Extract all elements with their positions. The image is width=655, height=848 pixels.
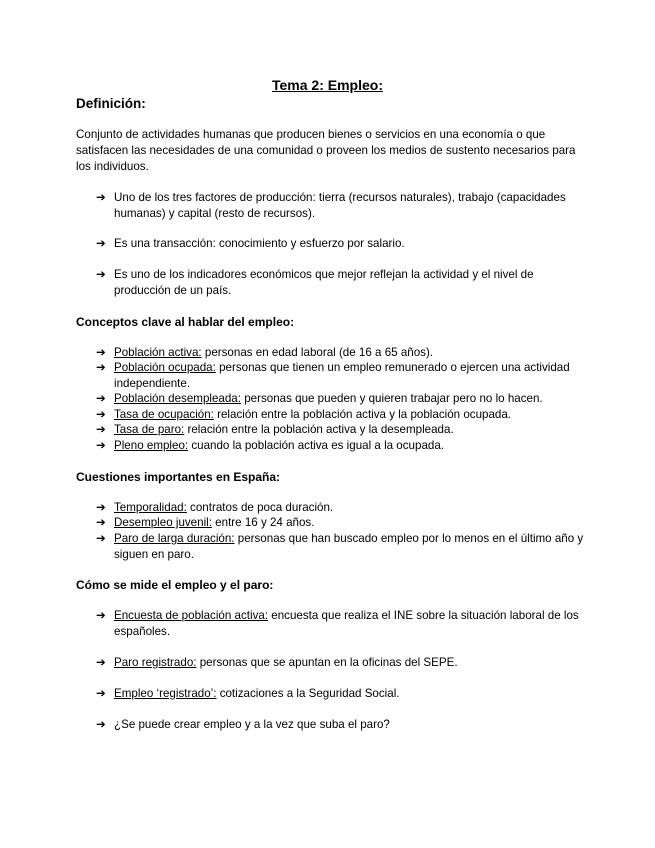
list-item: ➔ Empleo ‘registrado’: cotizaciones a la Seguridad Social. (96, 687, 400, 700)
arrow-icon: ➔ (96, 687, 106, 700)
definicion-paragraph: Conjunto de actividades humanas que producen bienes o servicios en una economía o que satisfacen las necesidades de una comunidad o proveen los medios de sustento necesarios para los individuos. (76, 128, 576, 173)
list-item: ➔ Población desempleada: personas que pueden y quieren trabajar pero no lo hacen. (96, 392, 543, 405)
list-item: ➔ Es una transacción: conocimiento y esfuerzo por salario. (96, 237, 405, 250)
list-item: ➔ Tasa de paro: relación entre la población activa y la desempleada. (96, 423, 454, 436)
term: Paro registrado: (114, 656, 197, 669)
term: Población activa: (114, 346, 202, 359)
term: Tasa de paro: (114, 423, 185, 436)
list-item: ➔ Es uno de los indicadores económicos que mejor reflejan la actividad y el nivel de producción de un país. (96, 268, 534, 297)
arrow-icon: ➔ (96, 501, 106, 514)
term: Paro de larga duración: (114, 532, 235, 545)
term: Pleno empleo: (114, 439, 189, 452)
arrow-icon: ➔ (96, 408, 106, 421)
list-item: ➔ Desempleo juvenil: entre 16 y 24 años. (96, 516, 315, 529)
arrow-icon: ➔ (96, 361, 106, 374)
arrow-icon: ➔ (96, 191, 106, 204)
arrow-icon: ➔ (96, 516, 106, 529)
definicion-heading: Definición: (76, 96, 146, 111)
arrow-icon: ➔ (96, 423, 106, 436)
cuestiones-heading: Cuestiones importantes en España: (76, 470, 281, 484)
list-item: ➔ Temporalidad: contratos de poca duración. (96, 501, 334, 514)
term: Población desempleada: (114, 392, 241, 405)
page-title: Tema 2: Empleo: (272, 77, 383, 93)
arrow-icon: ➔ (96, 392, 106, 405)
term: Empleo ‘registrado’: (114, 687, 217, 700)
arrow-icon: ➔ (96, 268, 106, 281)
conceptos-heading: Conceptos clave al hablar del empleo: (76, 315, 295, 329)
list-item (96, 717, 586, 733)
list-item: ➔ Tasa de ocupación: relación entre la población activa y la población ocupada. (96, 408, 512, 421)
arrow-icon: ➔ (96, 609, 106, 622)
arrow-icon: ➔ (96, 439, 106, 452)
arrow-icon: ➔ (96, 718, 106, 731)
term: Encuesta de población activa: (114, 609, 269, 622)
list-item: ➔ Población activa: personas en edad laboral (de 16 a 65 años). (96, 346, 434, 359)
term: Temporalidad: (114, 501, 187, 514)
list-item: ➔ Uno de los tres factores de producción: tierra (recursos naturales), trabajo (capacidades humanas) y capital (resto de recursos). (96, 191, 566, 220)
arrow-icon: ➔ (96, 237, 106, 250)
term: Desempleo juvenil: (114, 516, 212, 529)
list-item: ➔ Pleno empleo: cuando la población activa es igual a la ocupada. (96, 439, 445, 452)
list-item: ➔ Población ocupada: personas que tienen un empleo remunerado o ejercen una actividad independiente. (96, 361, 570, 390)
list-item: ➔ Paro registrado: personas que se apuntan en la oficinas del SEPE. (96, 656, 458, 669)
arrow-icon: ➔ (96, 656, 106, 669)
question-text: ¿Se puede crear empleo y a la vez que suba el paro? (114, 718, 390, 731)
term: Tasa de ocupación: (114, 408, 214, 421)
arrow-icon: ➔ (96, 532, 106, 545)
list-item: ➔ Encuesta de población activa: encuesta que realiza el INE sobre la situación laboral de los españoles. (96, 609, 579, 638)
list-item: ➔ Paro de larga duración: personas que han buscado empleo por lo menos en el último año y siguen en paro. (96, 532, 584, 561)
arrow-icon: ➔ (96, 346, 106, 359)
term: Población ocupada: (114, 361, 216, 374)
medicion-heading: Cómo se mide el empleo y el paro: (76, 578, 274, 592)
